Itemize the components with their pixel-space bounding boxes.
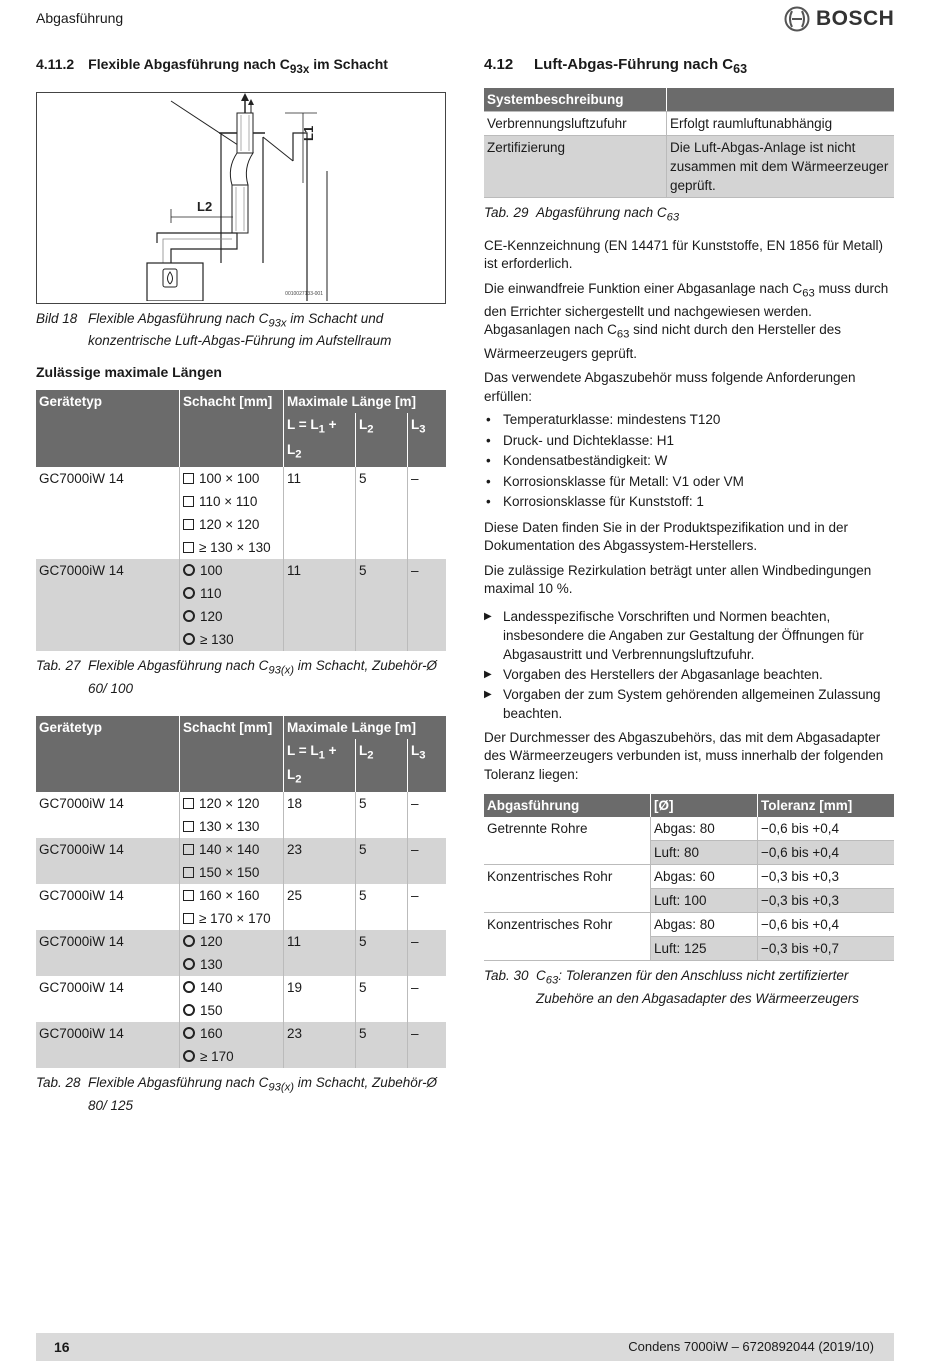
cell-shaft (180, 930, 284, 953)
cell-l (284, 953, 356, 976)
cell-l (284, 815, 356, 838)
cell-l3: – (408, 976, 447, 999)
shaft-size: 130 (200, 956, 223, 972)
cell-type (36, 628, 180, 651)
cell-l: 23 (284, 838, 356, 861)
cell-l: 23 (284, 1022, 356, 1045)
cell-shaft (180, 815, 284, 838)
section-heading-4-12: 4.12 Luft-Abgas-Führung nach $C_{63}$ (484, 56, 748, 76)
cell-l2: 5 (356, 792, 408, 815)
table-29 (484, 88, 894, 198)
square-shaft-icon (183, 473, 194, 484)
cell-l3: – (408, 467, 447, 490)
cell-tolerance: −0,6 bis +0,4 (758, 913, 895, 937)
cell-l2 (356, 582, 408, 605)
table-row (36, 907, 446, 930)
action-item: ▶ Vorgaben der zum System gehörenden allgemeinen Zulassung beachten. (484, 685, 894, 723)
cell-l2 (356, 536, 408, 559)
round-shaft-icon (183, 587, 195, 599)
col-header-tolerance: Toleranz [mm] (758, 794, 895, 817)
left-column (36, 56, 446, 1115)
square-shaft-icon (183, 821, 194, 832)
cell-type (36, 907, 180, 930)
round-shaft-icon (183, 1004, 195, 1016)
para-recirculation: Die zulässige Rezirkulation beträgt unter allen Windbedingungen maximal 10 %. (484, 562, 872, 597)
cell-flue (484, 841, 651, 865)
square-shaft-icon (183, 890, 194, 901)
table-30 (484, 794, 894, 961)
shaft-size: 140 × 140 (199, 841, 260, 857)
cell-l2: 5 (356, 930, 408, 953)
shaft-size: 150 × 150 (199, 864, 260, 880)
col-header-flue: Abgasführung (484, 794, 651, 817)
shaft-size: 120 (200, 608, 223, 624)
cell-diameter: Abgas: 60 (651, 865, 758, 889)
cell-type (36, 536, 180, 559)
table-row (36, 605, 446, 628)
cell-shaft (180, 1022, 284, 1045)
cell-shaft (180, 953, 284, 976)
cell-shaft (180, 884, 284, 907)
cell-l (284, 861, 356, 884)
cell-shaft (180, 559, 284, 582)
cell-l: 19 (284, 976, 356, 999)
cell-l3 (408, 907, 447, 930)
para-diameter: Der Durchmesser des Abgaszubehörs, das mit dem Abgasadapter des Wärmeerzeugers verbunden ist, muss innerhalb der folgenden Toleranz liegen: (484, 729, 884, 782)
flue-diagram (37, 93, 445, 301)
round-shaft-icon (183, 981, 195, 993)
cell-shaft (180, 628, 284, 651)
list-item: • Temperaturklasse: mindestens T120 (484, 410, 894, 431)
shaft-size: ≥ 130 × 130 (199, 539, 271, 555)
shaft-size: 120 × 120 (199, 516, 260, 532)
square-shaft-icon (183, 867, 194, 878)
sys-val-cert: Die Luft-Abgas-Anlage ist nicht zusammen mit dem Wärmeerzeuger geprüft. (667, 136, 895, 198)
cell-type: GC7000iW 14 (39, 979, 124, 995)
cell-diameter: Abgas: 80 (651, 913, 758, 937)
round-shaft-icon (183, 1050, 195, 1062)
cell-l (284, 1045, 356, 1068)
round-shaft-icon (183, 610, 195, 622)
cell-l (284, 536, 356, 559)
col-header-l3: $L_3$ (408, 413, 447, 466)
shaft-size: 100 × 100 (199, 470, 260, 486)
action-list (484, 607, 894, 723)
shaft-size: 160 (200, 1025, 223, 1041)
list-item: • Kondensatbeständigkeit: W (484, 451, 894, 472)
table-row (36, 467, 446, 490)
square-shaft-icon (183, 542, 194, 553)
page-number: 16 (54, 1339, 70, 1355)
cell-l (284, 628, 356, 651)
para-function: Die einwandfreie Funktion einer Abgasanlage nach $C_{63}$ muss durch den Errichter sichergestellt und nachgewiesen werden. Abgasanlagen nach $C_{63}$ sind nicht durch den Hersteller des Wärmeerzeugers geprüft. (484, 280, 889, 361)
subheading-max-lengths: Zulässige maximale Längen (36, 364, 222, 381)
table-row (484, 841, 894, 865)
col-header-l2: $L_2$ (356, 413, 408, 466)
square-shaft-icon (183, 519, 194, 530)
round-shaft-icon (183, 958, 195, 970)
col-header-diameter: [Ø] (651, 794, 758, 817)
cell-l (284, 582, 356, 605)
round-shaft-icon (183, 1027, 195, 1039)
table-row (36, 628, 446, 651)
section-title: Abgasführung (36, 10, 124, 26)
cell-l2 (356, 490, 408, 513)
para-data-sources: Diese Daten finden Sie in der Produktspezifikation und in der Dokumentation des Abgassystem-Herstellers. (484, 519, 848, 554)
cell-shaft (180, 861, 284, 884)
table-row (484, 865, 894, 889)
cell-tolerance: −0,3 bis +0,7 (758, 937, 895, 961)
table-28-caption: Tab. 28 Flexible Abgasführung nach $C_{93(x)}$ im Schacht, Zubehör-Ø 80/ 125 (36, 1074, 438, 1113)
square-shaft-icon (183, 844, 194, 855)
cell-shaft (180, 513, 284, 536)
col-header-type: Gerätetyp (36, 716, 180, 792)
cell-tolerance: −0,6 bis +0,4 (758, 841, 895, 865)
cell-diameter: Luft: 80 (651, 841, 758, 865)
cell-l2 (356, 907, 408, 930)
cell-l3: – (408, 1022, 447, 1045)
para-ce: CE-Kennzeichnung (EN 14471 für Kunststoffe, EN 1856 für Metall) ist erforderlich. (484, 237, 883, 272)
shaft-size: 120 (200, 933, 223, 949)
cell-l2 (356, 953, 408, 976)
cell-l2 (356, 605, 408, 628)
table-27 (36, 390, 446, 650)
action-item: ▶ Vorgaben des Herstellers der Abgasanlage beachten. (484, 665, 894, 684)
t30-body (484, 817, 894, 961)
cell-tolerance: −0,3 bis +0,3 (758, 865, 895, 889)
table-row (36, 536, 446, 559)
list-item: • Druck- und Dichteklasse: H1 (484, 431, 894, 452)
table-row (36, 953, 446, 976)
cell-l (284, 999, 356, 1022)
cell-l3 (408, 513, 447, 536)
table-row (484, 913, 894, 937)
list-item: • Korrosionsklasse für Metall: V1 oder VM (484, 472, 894, 493)
cell-type: GC7000iW 14 (39, 887, 124, 903)
sys-header: Systembeschreibung (484, 88, 667, 112)
bosch-emblem-icon (784, 6, 810, 32)
col-header-l3: $L_3$ (408, 739, 447, 792)
cell-l3 (408, 628, 447, 651)
cell-shaft (180, 1045, 284, 1068)
shaft-size: 150 (200, 1002, 223, 1018)
cell-diameter: Abgas: 80 (651, 817, 758, 841)
cell-l: 11 (284, 559, 356, 582)
cell-l: 11 (284, 930, 356, 953)
shaft-size: 110 × 110 (199, 493, 258, 509)
right-column (484, 56, 894, 1008)
cell-flue: Getrennte Rohre (487, 821, 588, 837)
table-row (36, 559, 446, 582)
cell-type: GC7000iW 14 (36, 930, 180, 953)
cell-shaft (180, 605, 284, 628)
table-row (36, 976, 446, 999)
cell-l3 (408, 582, 447, 605)
cell-type (36, 1045, 180, 1068)
cell-shaft (180, 838, 284, 861)
cell-l2: 5 (356, 1022, 408, 1045)
col-header-l: $L = L_1 + L_2$ (284, 413, 356, 466)
table-row (36, 930, 446, 953)
cell-flue: Konzentrisches Rohr (487, 869, 613, 885)
figure-18-caption: Bild 18 Flexible Abgasführung nach $C_{93x}$ im Schacht und konzentrische Luft-Abgas-Führung im Aufstellraum (36, 310, 392, 349)
table-row (36, 838, 446, 861)
sys-key-air: Verbrennungsluftzufuhr (484, 112, 667, 136)
sys-val-air: Erfolgt raumluftunabhängig (667, 112, 895, 136)
cell-l (284, 907, 356, 930)
square-shaft-icon (183, 798, 194, 809)
shaft-size: ≥ 170 (200, 1048, 234, 1064)
sys-key-cert: Zertifizierung (484, 136, 667, 198)
cell-flue (484, 937, 651, 961)
cell-l3 (408, 815, 447, 838)
cell-tolerance: −0,3 bis +0,3 (758, 889, 895, 913)
cell-type (36, 513, 180, 536)
round-shaft-icon (183, 633, 195, 645)
cell-l3 (408, 490, 447, 513)
cell-l3: – (408, 559, 447, 582)
cell-l2 (356, 999, 408, 1022)
bosch-logo (784, 6, 894, 32)
t27-body (36, 467, 446, 651)
cell-shaft (180, 467, 284, 490)
shaft-size: ≥ 130 (200, 631, 234, 647)
shaft-size: 160 × 160 (199, 887, 260, 903)
requirements-list (484, 410, 894, 513)
cell-type: GC7000iW 14 (39, 470, 124, 486)
shaft-size: 130 × 130 (199, 818, 260, 834)
cell-l2: 5 (356, 559, 408, 582)
cell-type (36, 815, 180, 838)
table-row (36, 513, 446, 536)
cell-l (284, 513, 356, 536)
shaft-size: 110 (200, 585, 222, 601)
col-header-l2: $L_2$ (356, 739, 408, 792)
table-row (36, 999, 446, 1022)
cell-l: 25 (284, 884, 356, 907)
dim-label-l2: L2 (197, 198, 213, 214)
cell-type: GC7000iW 14 (36, 1022, 180, 1045)
cell-type (36, 953, 180, 976)
cell-l3: – (408, 930, 447, 953)
table-row (36, 861, 446, 884)
square-shaft-icon (183, 496, 194, 507)
col-header-type: Gerätetyp (36, 390, 180, 466)
cell-l: 18 (284, 792, 356, 815)
cell-type: GC7000iW 14 (39, 795, 124, 811)
cell-l3 (408, 861, 447, 884)
cell-l2 (356, 1045, 408, 1068)
cell-shaft (180, 582, 284, 605)
dim-label-l1: L1 (301, 125, 316, 141)
col-header-shaft: Schacht [mm] (180, 716, 284, 792)
table-row (484, 817, 894, 841)
cell-shaft (180, 999, 284, 1022)
cell-type (36, 999, 180, 1022)
shaft-size: 140 (200, 979, 223, 995)
cell-l2 (356, 861, 408, 884)
cell-type (36, 605, 180, 628)
square-shaft-icon (183, 913, 194, 924)
cell-l2: 5 (356, 976, 408, 999)
cell-l3: – (408, 884, 447, 907)
table-row (36, 815, 446, 838)
table-row (484, 889, 894, 913)
cell-diameter: Luft: 125 (651, 937, 758, 961)
shaft-size: ≥ 170 × 170 (199, 910, 271, 926)
cell-flue: Konzentrisches Rohr (487, 917, 613, 933)
cell-l2: 5 (356, 467, 408, 490)
cell-l3 (408, 605, 447, 628)
cell-l2: 5 (356, 838, 408, 861)
action-item: ▶ Landesspezifische Vorschriften und Normen beachten, insbesondere die Angaben zur Gestaltung der Öffnungen für Abgasaustritt und Verbrennungsluftzufuhr. (484, 607, 894, 664)
cell-diameter: Luft: 100 (651, 889, 758, 913)
cell-l3: – (408, 792, 447, 815)
shaft-size: 100 (200, 562, 223, 578)
cell-shaft (180, 976, 284, 999)
cell-l: 11 (284, 467, 356, 490)
cell-l3 (408, 536, 447, 559)
table-30-caption: Tab. 30 $C_{63}$: Toleranzen für den Anschluss nicht zertifizierter Zubehöre an den Abgasadapter des Wärmeerzeugers (484, 968, 859, 1006)
table-28 (36, 716, 446, 1068)
col-header-l: $L = L_1 + L_2$ (284, 739, 356, 792)
cell-l2: 5 (356, 884, 408, 907)
cell-l3 (408, 999, 447, 1022)
table-row (36, 1022, 446, 1045)
table-row (36, 1045, 446, 1068)
cell-shaft (180, 536, 284, 559)
col-header-maxlen: Maximale Länge [m] (284, 390, 447, 413)
cell-type: GC7000iW 14 (36, 559, 180, 582)
page-footer (36, 1333, 894, 1361)
para-requirements: Das verwendete Abgaszubehör muss folgende Anforderungen erfüllen: (484, 370, 856, 404)
brand-name: BOSCH (816, 7, 895, 30)
cell-type (36, 582, 180, 605)
cell-l3 (408, 1045, 447, 1068)
round-shaft-icon (183, 564, 195, 576)
cell-l2 (356, 628, 408, 651)
round-shaft-icon (183, 935, 195, 947)
cell-l (284, 490, 356, 513)
cell-l (284, 605, 356, 628)
figure-id: 0010027133-001 (285, 290, 323, 297)
cell-l3 (408, 953, 447, 976)
table-row (36, 490, 446, 513)
cell-shaft (180, 907, 284, 930)
cell-l3: – (408, 838, 447, 861)
figure-18-diagram (36, 92, 446, 304)
table-row (36, 884, 446, 907)
table-29-caption: Tab. 29 Abgasführung nach $C_{63}$ (484, 205, 680, 224)
list-item: • Korrosionsklasse für Kunststoff: 1 (484, 492, 894, 513)
section-heading-4-11-2: 4.11.2 Flexible Abgasführung nach $C_{93x}$ im Schacht (36, 56, 388, 76)
table-row (36, 582, 446, 605)
col-header-shaft: Schacht [mm] (180, 390, 284, 466)
cell-shaft (180, 792, 284, 815)
cell-flue (484, 889, 651, 913)
cell-l2 (356, 815, 408, 838)
cell-shaft (180, 490, 284, 513)
table-row (484, 937, 894, 961)
shaft-size: 120 × 120 (199, 795, 260, 811)
cell-type (36, 490, 180, 513)
table-27-caption: Tab. 27 Flexible Abgasführung nach $C_{93(x)}$ im Schacht, Zubehör-Ø 60/ 100 (36, 657, 438, 696)
cell-l2 (356, 513, 408, 536)
cell-tolerance: −0,6 bis +0,4 (758, 817, 895, 841)
col-header-maxlen: Maximale Länge [m] (284, 716, 447, 739)
cell-type (36, 861, 180, 884)
table-row (36, 792, 446, 815)
document-id: Condens 7000iW – 6720892044 (2019/10) (628, 1339, 874, 1354)
t28-body (36, 792, 446, 1068)
cell-type: GC7000iW 14 (36, 838, 180, 861)
